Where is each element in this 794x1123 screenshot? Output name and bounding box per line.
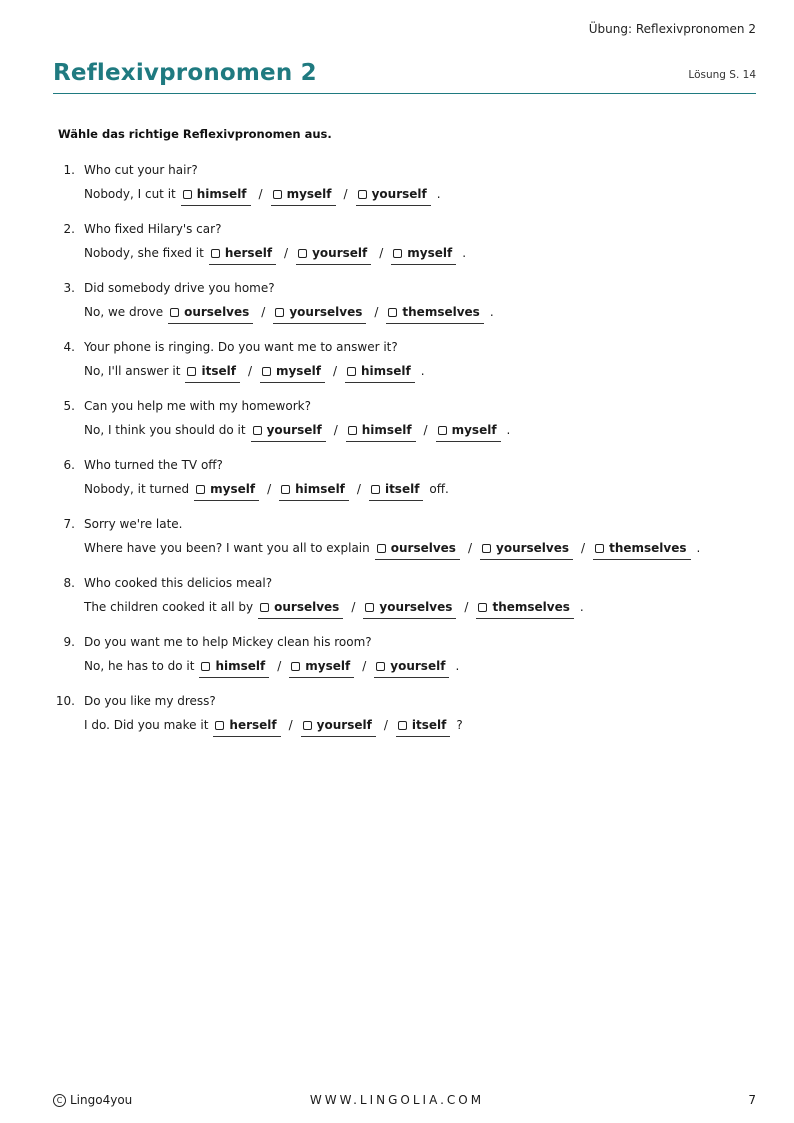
answer-prefix: The children cooked it all by xyxy=(84,600,254,614)
question-text: Can you help me with my homework? xyxy=(84,399,311,413)
checkbox-icon[interactable] xyxy=(291,662,300,671)
question-text: Who fixed Hilary's car? xyxy=(84,222,222,236)
option-label: yourself xyxy=(266,423,322,437)
option-separator: / xyxy=(343,187,348,201)
copyright-holder: Lingo4you xyxy=(70,1093,133,1107)
question-number: 9. xyxy=(63,635,75,649)
answer-line xyxy=(84,539,700,560)
instruction-text: Wähle das richtige Reflexivpronomen aus. xyxy=(58,127,332,141)
question-text: Did somebody drive you home? xyxy=(84,281,275,295)
question-text: Do you like my dress? xyxy=(84,694,216,708)
option-separator: / xyxy=(288,718,293,732)
answer-option[interactable] xyxy=(273,303,366,324)
option-label: itself xyxy=(384,482,420,496)
option-label: yourselves xyxy=(289,305,363,319)
answer-suffix: . xyxy=(420,364,425,378)
option-label: myself xyxy=(305,659,351,673)
checkbox-icon[interactable] xyxy=(377,544,386,553)
question-text: Who cooked this delicios meal? xyxy=(84,576,273,590)
answer-line xyxy=(84,362,425,383)
answer-line xyxy=(84,185,441,206)
option-separator: / xyxy=(423,423,428,437)
checkbox-icon[interactable] xyxy=(260,603,269,612)
answer-option[interactable] xyxy=(289,657,354,678)
question-text: Do you want me to help Mickey clean his room? xyxy=(84,635,372,649)
option-label: herself xyxy=(229,718,277,732)
answer-option[interactable] xyxy=(593,539,690,560)
answer-option[interactable] xyxy=(209,244,276,265)
option-label: myself xyxy=(275,364,321,378)
question-number: 4. xyxy=(63,340,75,354)
answer-option[interactable] xyxy=(185,362,239,383)
website-link[interactable]: WWW.LINGOLIA.COM xyxy=(309,1093,485,1107)
answer-prefix: I do. Did you make it xyxy=(84,718,209,732)
checkbox-icon[interactable] xyxy=(170,308,179,317)
question-number: 3. xyxy=(63,281,75,295)
option-label: yourself xyxy=(312,246,368,260)
answer-line xyxy=(84,421,510,442)
answer-line xyxy=(84,244,466,265)
option-label: themselves xyxy=(609,541,687,555)
option-separator: / xyxy=(581,541,586,555)
checkbox-icon[interactable] xyxy=(275,308,284,317)
checkbox-icon[interactable] xyxy=(215,721,224,730)
option-separator: / xyxy=(247,364,252,378)
checkbox-icon[interactable] xyxy=(365,603,374,612)
answer-option[interactable] xyxy=(260,362,325,383)
checkbox-icon[interactable] xyxy=(196,485,205,494)
answer-suffix: off. xyxy=(429,482,449,496)
option-separator: / xyxy=(374,305,379,319)
answer-line xyxy=(84,480,449,501)
answer-option[interactable] xyxy=(168,303,253,324)
question-item xyxy=(50,694,750,753)
option-separator: / xyxy=(261,305,266,319)
option-label: yourselves xyxy=(496,541,570,555)
question-text: Your phone is ringing. Do you want me to answer it? xyxy=(84,340,398,354)
answer-line xyxy=(84,657,459,678)
question-number: 5. xyxy=(63,399,75,413)
question-number: 1. xyxy=(63,163,75,177)
option-label: himself xyxy=(361,423,412,437)
answer-option[interactable] xyxy=(396,716,450,737)
option-label: himself xyxy=(196,187,247,201)
answer-option[interactable] xyxy=(296,244,371,265)
answer-option[interactable] xyxy=(258,598,343,619)
option-label: myself xyxy=(286,187,332,201)
option-separator: / xyxy=(267,482,272,496)
answer-option[interactable] xyxy=(199,657,269,678)
question-number: 7. xyxy=(63,517,75,531)
answer-suffix: . xyxy=(696,541,701,555)
option-label: myself xyxy=(407,246,453,260)
option-separator: / xyxy=(277,659,282,673)
answer-option[interactable] xyxy=(181,185,251,206)
answer-prefix: Nobody, she fixed it xyxy=(84,246,204,260)
answer-option[interactable] xyxy=(271,185,336,206)
answer-option[interactable] xyxy=(356,185,431,206)
answer-option[interactable] xyxy=(480,539,573,560)
question-text: Who cut your hair? xyxy=(84,163,198,177)
question-item xyxy=(50,281,750,340)
answer-option[interactable] xyxy=(345,362,415,383)
header-top-label: Übung: Reflexivpronomen 2 xyxy=(588,22,756,36)
answer-prefix: No, he has to do it xyxy=(84,659,195,673)
option-separator: / xyxy=(284,246,289,260)
question-list xyxy=(50,163,750,753)
answer-prefix: Nobody, it turned xyxy=(84,482,190,496)
checkbox-icon[interactable] xyxy=(478,603,487,612)
question-item xyxy=(50,163,750,222)
answer-suffix: . xyxy=(506,423,511,437)
answer-option[interactable] xyxy=(194,480,259,501)
answer-option[interactable] xyxy=(363,598,456,619)
option-separator: / xyxy=(464,600,469,614)
checkbox-icon[interactable] xyxy=(393,249,402,258)
question-text: Sorry we're late. xyxy=(84,517,183,531)
option-separator: / xyxy=(362,659,367,673)
answer-suffix: ? xyxy=(456,718,463,732)
option-label: yourself xyxy=(390,659,446,673)
option-label: myself xyxy=(451,423,497,437)
option-separator: / xyxy=(379,246,384,260)
answer-prefix: Where have you been? I want you all to explain xyxy=(84,541,370,555)
answer-prefix: No, I'll answer it xyxy=(84,364,181,378)
answer-prefix: No, we drove xyxy=(84,305,164,319)
question-item xyxy=(50,635,750,694)
checkbox-icon[interactable] xyxy=(183,190,192,199)
answer-prefix: No, I think you should do it xyxy=(84,423,246,437)
option-label: itself xyxy=(411,718,447,732)
question-number: 2. xyxy=(63,222,75,236)
option-label: yourselves xyxy=(379,600,453,614)
option-separator: / xyxy=(467,541,472,555)
answer-option[interactable] xyxy=(346,421,416,442)
answer-suffix: . xyxy=(436,187,441,201)
option-label: ourselves xyxy=(274,600,340,614)
question-item xyxy=(50,576,750,635)
answer-line xyxy=(84,303,494,324)
answer-option[interactable] xyxy=(251,421,326,442)
checkbox-icon[interactable] xyxy=(273,190,282,199)
question-text: Who turned the TV off? xyxy=(84,458,223,472)
option-label: himself xyxy=(360,364,411,378)
option-separator: / xyxy=(383,718,388,732)
option-label: themselves xyxy=(492,600,570,614)
answer-suffix: . xyxy=(579,600,584,614)
title-divider xyxy=(53,93,756,94)
answer-suffix: . xyxy=(489,305,494,319)
question-item xyxy=(50,399,750,458)
answer-option[interactable] xyxy=(374,657,449,678)
answer-option[interactable] xyxy=(279,480,349,501)
page-title: Reflexivpronomen 2 xyxy=(53,60,317,86)
checkbox-icon[interactable] xyxy=(201,662,210,671)
checkbox-icon[interactable] xyxy=(358,190,367,199)
question-item xyxy=(50,222,750,281)
checkbox-icon[interactable] xyxy=(253,426,262,435)
checkbox-icon[interactable] xyxy=(281,485,290,494)
checkbox-icon[interactable] xyxy=(482,544,491,553)
solution-reference: Lösung S. 14 xyxy=(688,69,756,81)
question-number: 8. xyxy=(63,576,75,590)
checkbox-icon[interactable] xyxy=(595,544,604,553)
question-number: 6. xyxy=(63,458,75,472)
option-separator: / xyxy=(351,600,356,614)
option-separator: / xyxy=(258,187,263,201)
checkbox-icon[interactable] xyxy=(303,721,312,730)
checkbox-icon[interactable] xyxy=(347,367,356,376)
answer-option[interactable] xyxy=(386,303,483,324)
question-item xyxy=(50,340,750,399)
answer-option[interactable] xyxy=(213,716,280,737)
copyright-icon: C xyxy=(53,1094,66,1107)
answer-option[interactable] xyxy=(375,539,460,560)
checkbox-icon[interactable] xyxy=(298,249,307,258)
page-number: 7 xyxy=(748,1093,756,1107)
answer-prefix: Nobody, I cut it xyxy=(84,187,176,201)
option-label: ourselves xyxy=(184,305,250,319)
checkbox-icon[interactable] xyxy=(398,721,407,730)
answer-option[interactable] xyxy=(476,598,573,619)
answer-option[interactable] xyxy=(369,480,423,501)
option-label: yourself xyxy=(316,718,372,732)
option-label: ourselves xyxy=(390,541,456,555)
question-number: 10. xyxy=(55,694,75,708)
option-label: herself xyxy=(224,246,273,260)
option-label: myself xyxy=(210,482,256,496)
checkbox-icon[interactable] xyxy=(388,308,397,317)
answer-suffix: . xyxy=(455,659,460,673)
answer-option[interactable] xyxy=(301,716,376,737)
option-separator: / xyxy=(356,482,361,496)
answer-line xyxy=(84,716,463,737)
option-label: himself xyxy=(215,659,266,673)
answer-option[interactable] xyxy=(436,421,501,442)
checkbox-icon[interactable] xyxy=(211,249,220,258)
option-label: yourself xyxy=(371,187,427,201)
checkbox-icon[interactable] xyxy=(348,426,357,435)
option-separator: / xyxy=(333,423,338,437)
checkbox-icon[interactable] xyxy=(262,367,271,376)
checkbox-icon[interactable] xyxy=(187,367,196,376)
option-label: themselves xyxy=(402,305,480,319)
checkbox-icon[interactable] xyxy=(438,426,447,435)
answer-line xyxy=(84,598,584,619)
question-item xyxy=(50,458,750,517)
question-item xyxy=(50,517,750,576)
checkbox-icon[interactable] xyxy=(376,662,385,671)
answer-suffix: . xyxy=(462,246,467,260)
checkbox-icon[interactable] xyxy=(371,485,380,494)
option-separator: / xyxy=(332,364,337,378)
answer-option[interactable] xyxy=(391,244,456,265)
option-label: itself xyxy=(201,364,236,378)
option-label: himself xyxy=(295,482,345,496)
